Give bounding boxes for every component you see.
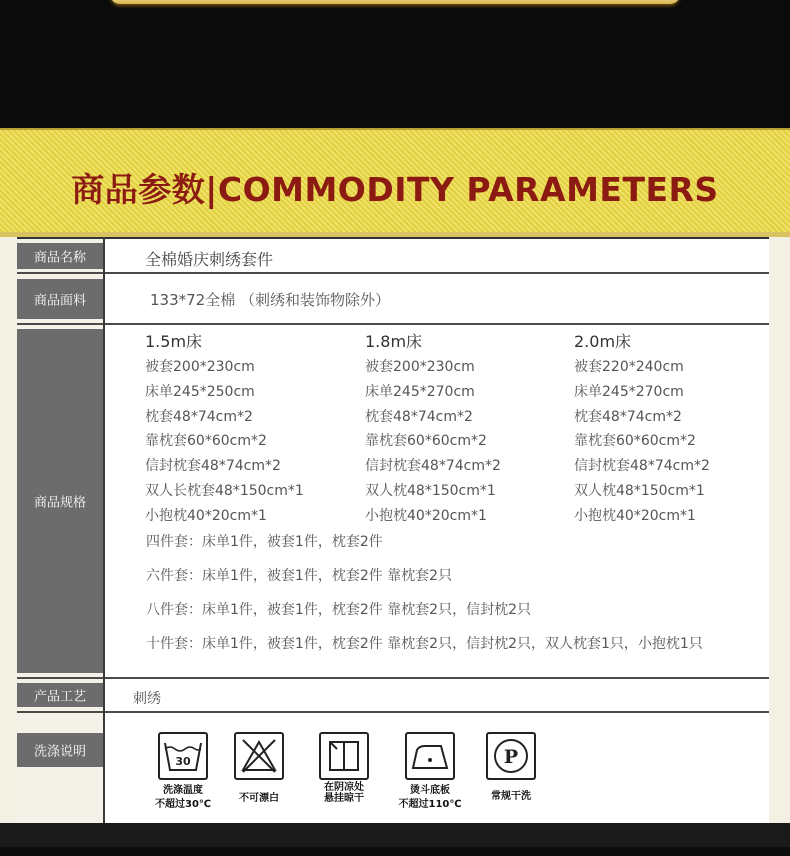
spec-item: 小抱枕40*20cm*1 <box>365 507 487 524</box>
spec-column-2-0m <box>574 329 710 530</box>
banner-title: 商品参数|COMMODITY PARAMETERS <box>71 170 719 209</box>
care-caption: 悬挂晾干 <box>324 793 364 804</box>
top-dark-area <box>0 0 790 128</box>
label-material: 商品面料 <box>17 279 103 319</box>
spec-item: 靠枕套60*60cm*2 <box>574 433 696 450</box>
care-iron <box>393 732 467 812</box>
set-four-piece: 四件套：床单1件，被套1件，枕套2件 <box>146 534 383 550</box>
care-no-bleach <box>227 732 291 806</box>
spec-item: 小抱枕40*20cm*1 <box>145 507 267 524</box>
spec-item: 靠枕套60*60cm*2 <box>365 433 487 450</box>
dry-clean-p-icon <box>486 732 536 780</box>
product-name-value: 全棉婚庆刺绣套件 <box>145 250 274 269</box>
spec-item: 枕套48*74cm*2 <box>574 408 682 425</box>
spec-item: 信封枕套48*74cm*2 <box>145 458 281 475</box>
spec-item: 靠枕套60*60cm*2 <box>145 433 267 450</box>
care-caption: 烫斗底板 <box>410 785 450 796</box>
spec-item: 床单245*250cm <box>145 383 255 400</box>
iron-icon <box>405 732 455 780</box>
care-caption: 不可漂白 <box>239 793 279 804</box>
spec-item: 小抱枕40*20cm*1 <box>574 507 696 524</box>
spec-item: 床单245*270cm <box>574 383 684 400</box>
care-wash-30 <box>147 732 219 812</box>
bottom-dark-bar <box>0 823 790 856</box>
spec-item: 被套200*230cm <box>145 359 255 375</box>
care-caption: 常规干洗 <box>491 791 531 802</box>
spec-item: 双人枕48*150cm*1 <box>574 482 705 499</box>
spec-item: 被套220*240cm <box>574 359 684 375</box>
craft-value: 刺绣 <box>133 691 161 707</box>
set-ten-piece: 十件套：床单1件，被套1件，枕套2件 靠枕套2只，信封枕2只，双人枕套1只，小抱枕1只 <box>146 636 703 652</box>
care-shade-dry <box>309 732 379 804</box>
parameters-table <box>17 237 769 823</box>
care-caption: 不超过110℃ <box>398 799 462 810</box>
dry-clean-letter: P <box>503 746 519 768</box>
spec-item: 枕套48*74cm*2 <box>365 408 473 425</box>
spec-column-1-5m <box>145 329 304 530</box>
shade-dry-icon <box>319 732 369 780</box>
spec-item: 双人枕48*150cm*1 <box>365 482 496 499</box>
label-specifications: 商品规格 <box>17 329 103 673</box>
spec-item: 被套200*230cm <box>365 359 475 375</box>
label-craft: 产品工艺 <box>17 683 103 707</box>
spec-column-head: 2.0m床 <box>574 332 632 351</box>
section-banner <box>0 128 790 236</box>
no-bleach-icon <box>234 732 284 780</box>
spec-item: 床单245*270cm <box>365 383 475 400</box>
gold-frame-edge <box>110 0 680 4</box>
spec-column-head: 1.8m床 <box>365 332 423 351</box>
care-caption: 在阴凉处 <box>324 782 364 793</box>
label-washing: 洗涤说明 <box>17 733 103 767</box>
material-value: 133*72全棉 （刺绣和装饰物除外） <box>150 291 390 309</box>
care-caption: 不超过30℃ <box>154 799 212 810</box>
spec-item: 信封枕套48*74cm*2 <box>574 458 710 475</box>
care-caption: 洗涤温度 <box>163 785 203 796</box>
wash-30-icon <box>158 732 208 780</box>
set-six-piece: 六件套：床单1件，被套1件，枕套2件 靠枕套2只 <box>146 568 453 584</box>
spec-item: 信封枕套48*74cm*2 <box>365 458 501 475</box>
spec-item: 双人长枕套48*150cm*1 <box>145 482 304 499</box>
set-eight-piece: 八件套：床单1件，被套1件，枕套2件 靠枕套2只，信封枕2只 <box>146 602 531 618</box>
label-product-name: 商品名称 <box>17 243 103 269</box>
spec-item: 枕套48*74cm*2 <box>145 408 253 425</box>
care-dry-clean <box>479 732 543 804</box>
spec-column-head: 1.5m床 <box>145 332 203 351</box>
wash-temp-number: 30 <box>175 755 191 768</box>
spec-column-1-8m <box>365 329 501 530</box>
